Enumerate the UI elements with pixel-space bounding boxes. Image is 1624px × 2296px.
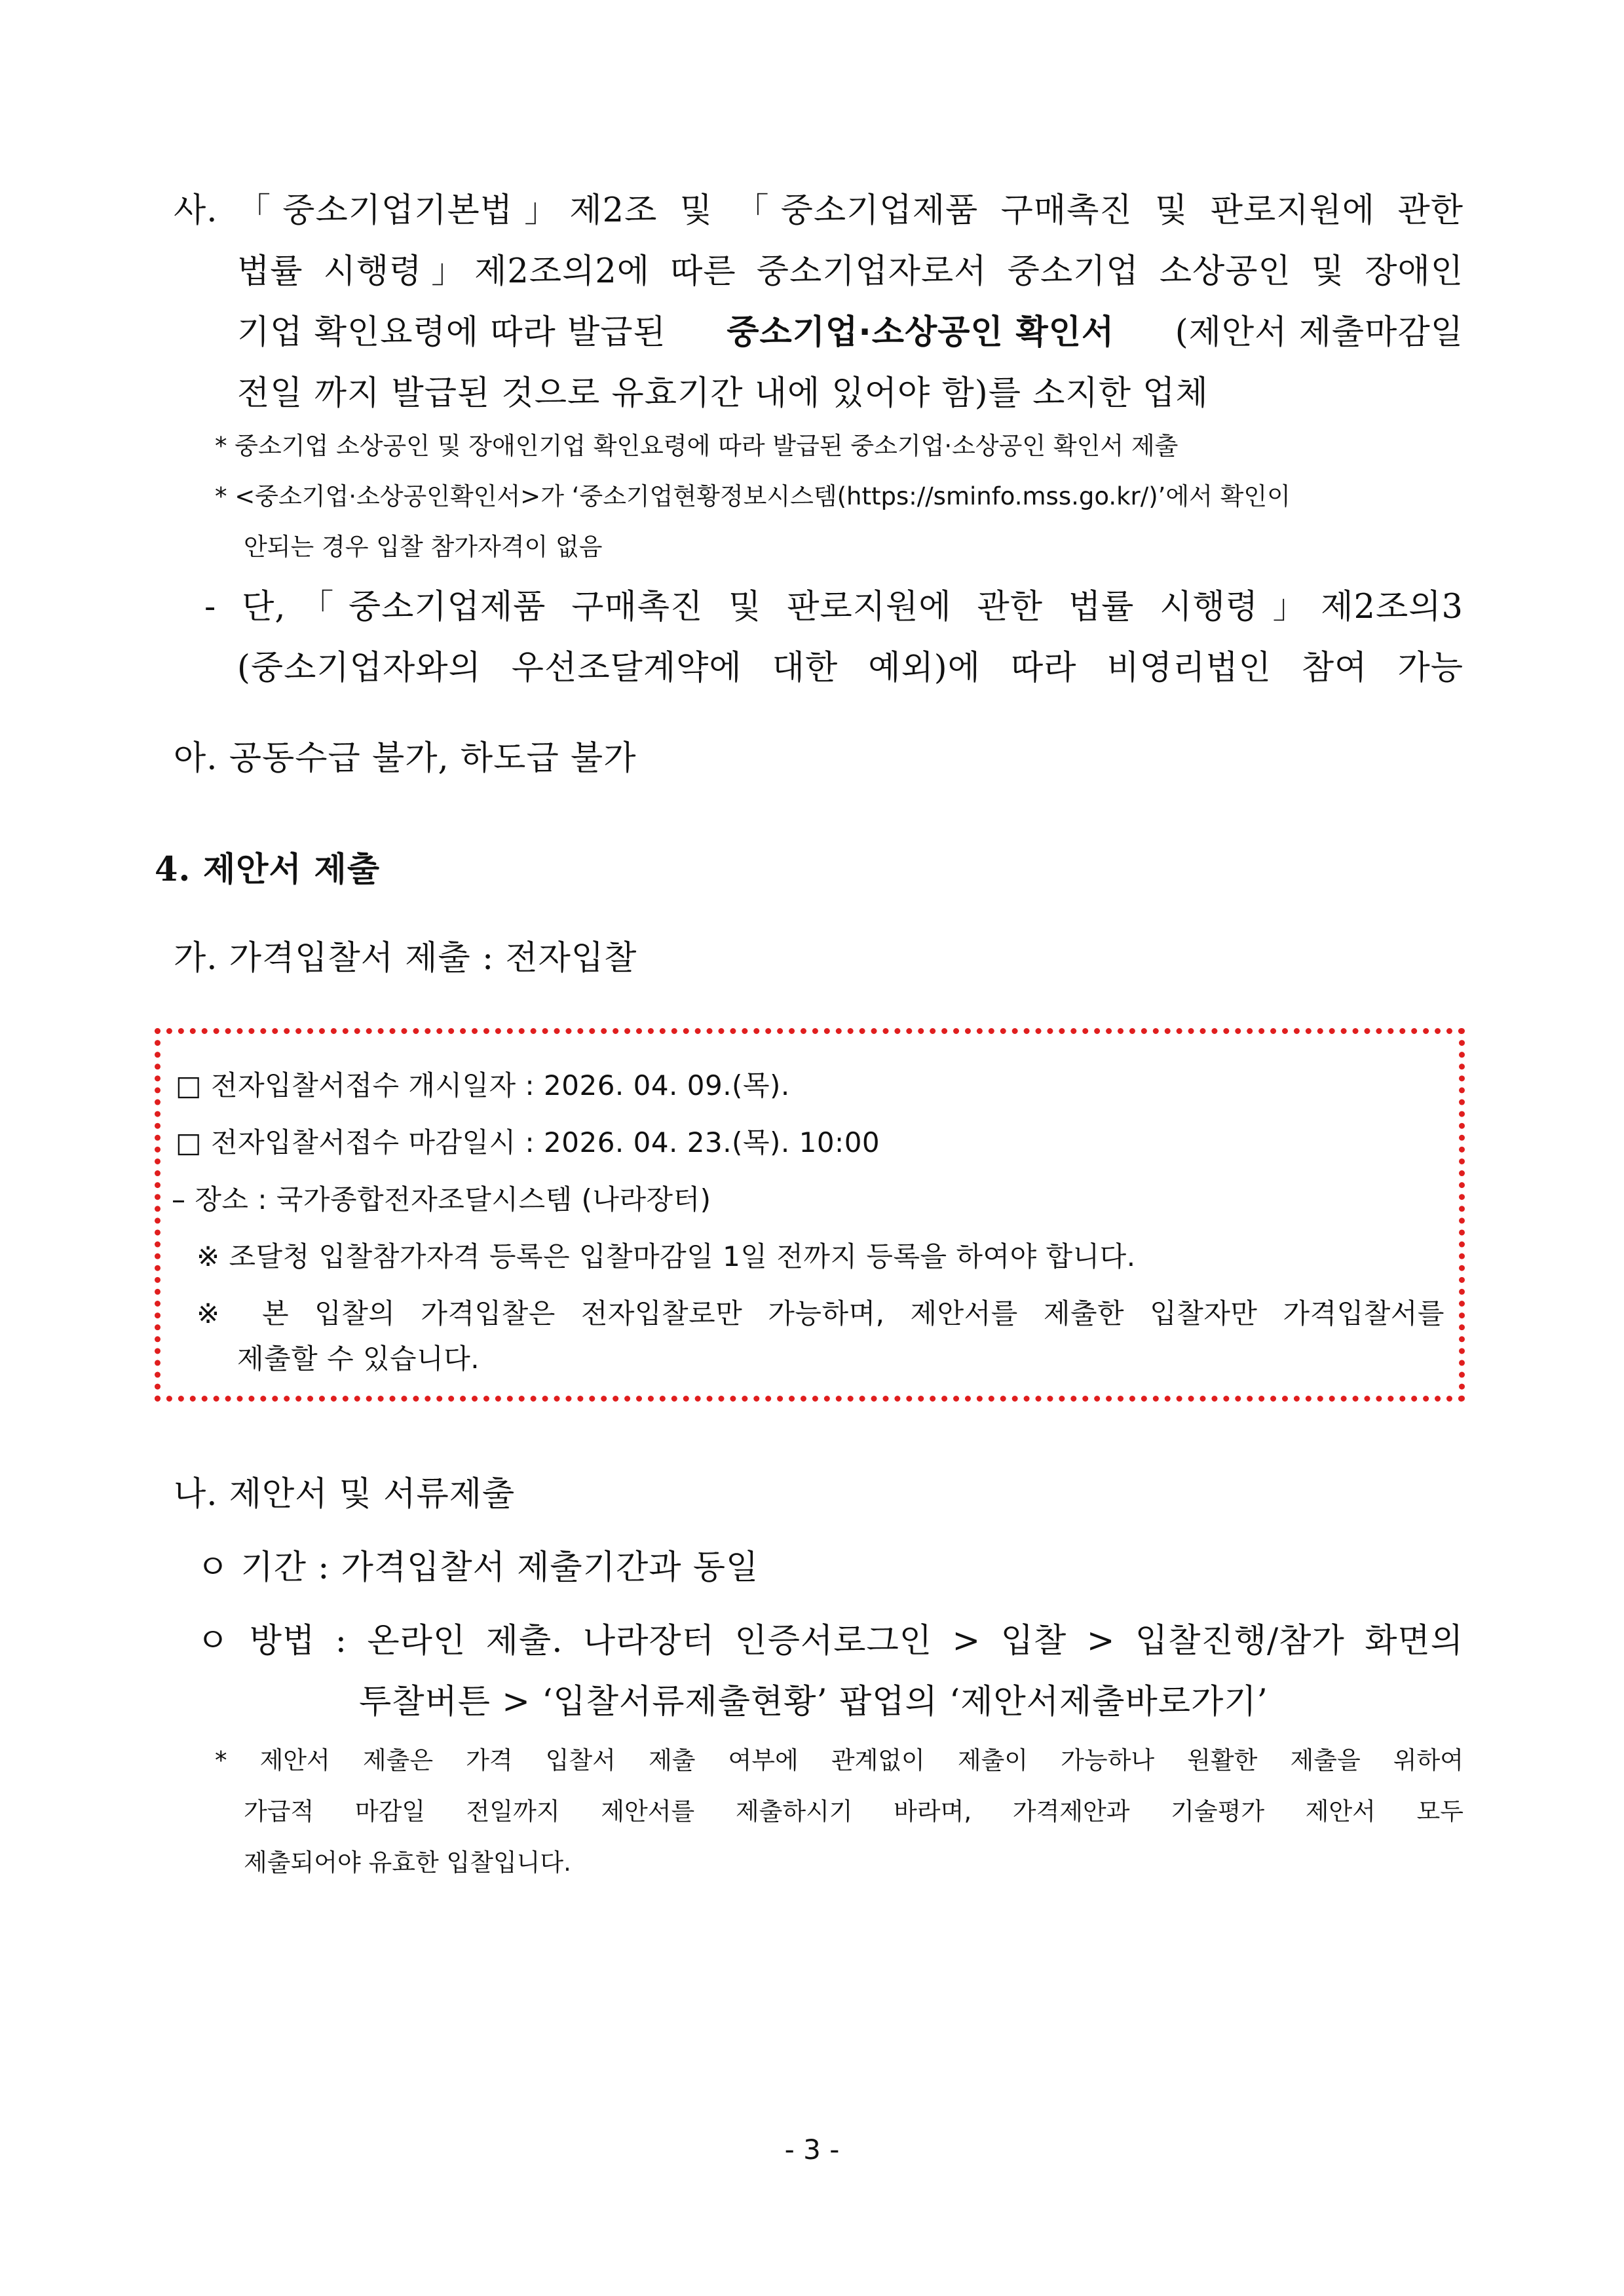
method-line2: 투찰버튼 > ‘입찰서류제출현황’ 팝업의 ‘제안서제출바로가기’ (359, 1683, 1268, 1721)
heading-4: 4. 제안서 제출 (155, 850, 381, 889)
notice-item-1: □ 전자입찰서접수 개시일자 : 2026. 04. 09.(목). (176, 1069, 790, 1101)
section-sa-dan2: (중소기업자와의 우선조달계약에 대한 예외)에 따라 비영리법인 참여 가능 (237, 649, 1463, 687)
notice-item-5b: 제출할 수 있습니다. (237, 1343, 480, 1375)
section-na: 나. 제안서 및 서류제출 (174, 1475, 516, 1514)
section-sa-line1: 「중소기업기본법」제2조 및 「중소기업제품 구매촉진 및 판로지원에 관한 (237, 191, 1463, 230)
section-sa-line3-pre: 기업 확인요령에 따라 발급된 (237, 313, 666, 352)
section-sa-line3 (237, 312, 1463, 354)
method-line1: ㅇ 방법 : 온라인 제출. 나라장터 인증서로그인 > 입찰 > 입찰진행/참가 화면의 (197, 1622, 1463, 1660)
section-sa-note2b: 안되는 경우 입찰 참가자격이 없음 (244, 533, 603, 561)
final-note-3: 제출되어야 유효한 입찰입니다. (244, 1848, 571, 1877)
section-sa-dan1: - 단,「중소기업제품 구매촉진 및 판로지원에 관한 법률 시행령」제2조의3 (204, 588, 1463, 626)
section-sa-line3-bold: 중소기업·소상공인 확인서 (727, 313, 1115, 352)
section-ga: 가. 가격입찰서 제출 : 전자입찰 (174, 939, 637, 978)
notice-item-4: ※ 조달청 입찰참가자격 등록은 입찰마감일 1일 전까지 등록을 하여야 합니다. (197, 1240, 1136, 1272)
section-a: 아. 공동수급 불가, 하도급 불가 (174, 739, 637, 778)
section-sa-line2: 법률 시행령」제2조의2에 따른 중소기업자로서 중소기업 소상공인 및 장애인 (237, 252, 1463, 291)
notice-item-2: □ 전자입찰서접수 마감일시 : 2026. 04. 23.(목). 10:00 (176, 1126, 880, 1158)
notice-item-5a: ※ 본 입찰의 가격입찰은 전자입찰로만 가능하며, 제안서를 제출한 입찰자만 가격입찰서를 (197, 1297, 1445, 1330)
section-sa-label: 사. (174, 191, 218, 230)
page-number: - 3 - (784, 2133, 840, 2166)
section-sa-line4: 전일 까지 발급된 것으로 유효기간 내에 있어야 함)를 소지한 업체 (237, 374, 1209, 413)
section-sa-note2a: * <중소기업·소상공인확인서>가 ‘중소기업현황정보시스템(https://sminfo.mss.go.kr/)’에서 확인이 (215, 482, 1291, 510)
final-note-1: * 제안서 제출은 가격 입찰서 제출 여부에 관계없이 제출이 가능하나 원활한 제출을 위하여 (215, 1746, 1463, 1774)
period-line: ㅇ 기간 : 가격입찰서 제출기간과 동일 (197, 1548, 759, 1587)
notice-item-3: – 장소 : 국가종합전자조달시스템 (나라장터) (172, 1183, 711, 1215)
section-sa-line3-post: (제안서 제출마감일 (1175, 313, 1463, 352)
section-sa-note1: * 중소기업 소상공인 및 장애인기업 확인요령에 따라 발급된 중소기업·소상공인 확인서 제출 (215, 432, 1179, 460)
final-note-2: 가급적 마감일 전일까지 제안서를 제출하시기 바라며, 가격제안과 기술평가 제안서 모두 (244, 1797, 1463, 1826)
